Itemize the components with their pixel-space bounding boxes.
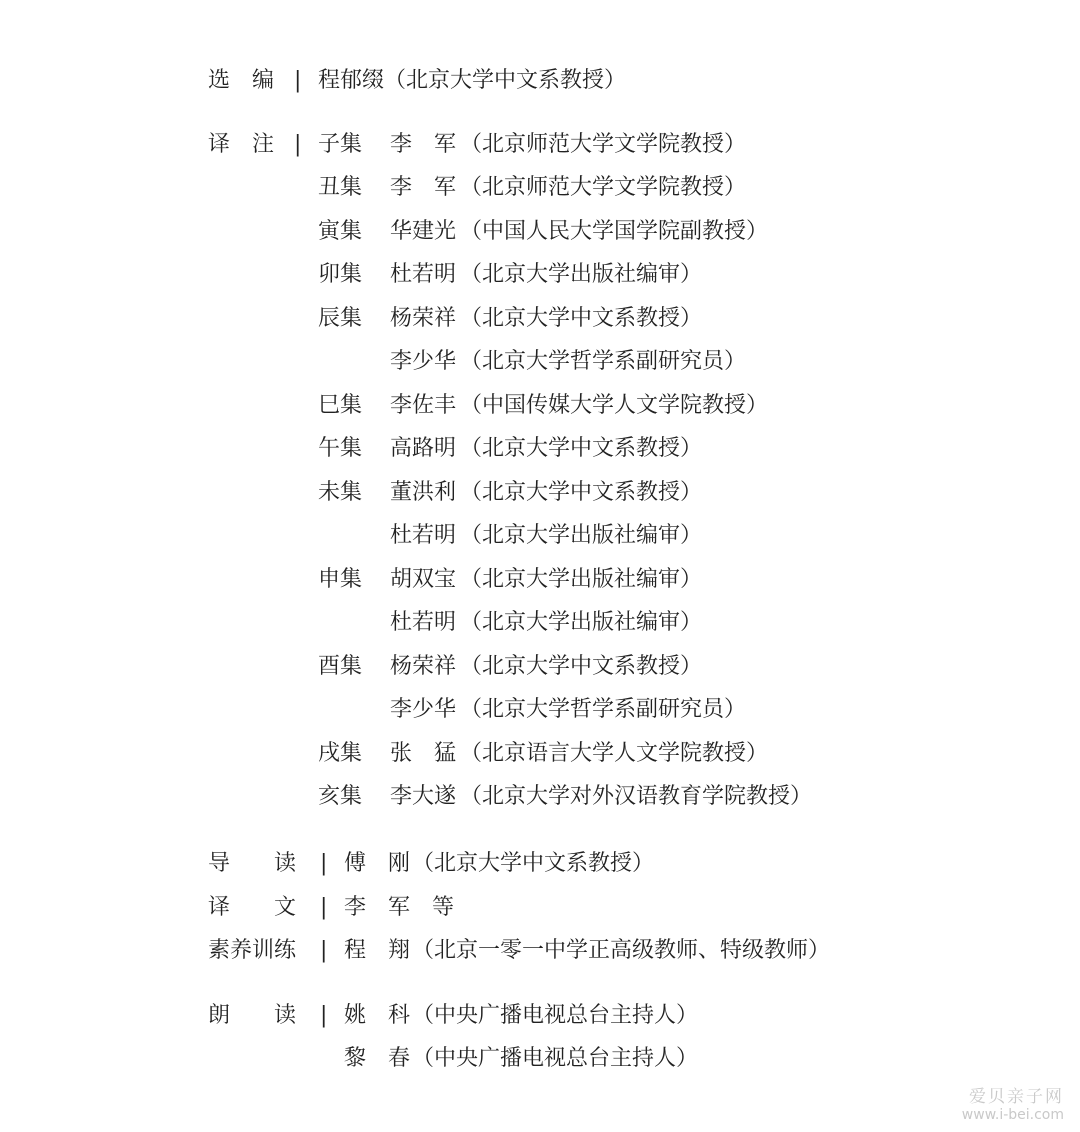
training-affiliation: （北京一零一中学正高级教师、特级教师） [412, 938, 831, 963]
translator-name: 杨荣祥 [390, 654, 457, 679]
translator-name: 李少华 [390, 349, 457, 374]
volume-label: 子集 [318, 132, 363, 157]
translator-name: 杜若明 [390, 610, 457, 635]
translator-affiliation: （北京大学中文系教授） [460, 436, 703, 461]
translator-affiliation: （北京大学哲学系副研究员） [460, 349, 747, 374]
translator-name: 李 军 [390, 132, 457, 157]
guide-separator: | [320, 851, 328, 876]
translator-name: 华建光 [390, 219, 457, 244]
translator-name: 李少华 [390, 697, 457, 722]
volume-label: 卯集 [318, 262, 363, 287]
translator-affiliation: （中国传媒大学人文学院教授） [460, 393, 769, 418]
translator-name: 董洪利 [390, 480, 457, 505]
training-name: 程 翔 [344, 938, 411, 963]
translator-name: 高路明 [390, 436, 457, 461]
translator-name: 张 猛 [390, 741, 457, 766]
annotation-label: 译 注 [208, 132, 275, 157]
translator-name: 李佐丰 [390, 393, 457, 418]
volume-label: 酉集 [318, 654, 363, 679]
guide-name: 傅 刚 [344, 851, 411, 876]
reading-label: 朗 读 [208, 1003, 297, 1028]
volume-label: 未集 [318, 480, 363, 505]
volume-label: 亥集 [318, 784, 363, 809]
volume-label: 寅集 [318, 219, 363, 244]
volume-label: 戌集 [318, 741, 363, 766]
translator-affiliation: （北京大学哲学系副研究员） [460, 697, 747, 722]
translation-separator: | [320, 895, 328, 920]
watermark-url: www.i-bei.com [961, 1107, 1064, 1123]
training-separator: | [320, 938, 328, 963]
annotation-separator: | [294, 132, 302, 157]
translator-affiliation: （北京师范大学文学院教授） [460, 132, 747, 157]
translator-affiliation: （北京大学中文系教授） [460, 480, 703, 505]
translator-name: 李大遂 [390, 784, 457, 809]
reader-affiliation: （中央广播电视总台主持人） [412, 1046, 699, 1071]
translator-affiliation: （北京大学出版社编审） [460, 610, 703, 635]
translator-affiliation: （北京大学对外汉语教育学院教授） [460, 784, 813, 809]
watermark-text: 爱贝亲子网 [969, 1087, 1064, 1107]
translator-affiliation: （中国人民大学国学院副教授） [460, 219, 769, 244]
volume-label: 丑集 [318, 175, 363, 200]
translator-name: 李 军 [390, 175, 457, 200]
translator-name: 杨荣祥 [390, 306, 457, 331]
translation-name: 李 军 等 [344, 895, 455, 920]
translator-affiliation: （北京大学出版社编审） [460, 567, 703, 592]
guide-label: 导 读 [208, 851, 297, 876]
volume-label: 巳集 [318, 393, 363, 418]
volume-label: 辰集 [318, 306, 363, 331]
translator-affiliation: （北京大学出版社编审） [460, 262, 703, 287]
translator-affiliation: （北京师范大学文学院教授） [460, 175, 747, 200]
training-label: 素养训练 [208, 938, 297, 963]
translator-name: 杜若明 [390, 523, 457, 548]
volume-label: 申集 [318, 567, 363, 592]
reader-affiliation: （中央广播电视总台主持人） [412, 1003, 699, 1028]
translation-label: 译 文 [208, 895, 297, 920]
volume-label: 午集 [318, 436, 363, 461]
reader-name: 黎 春 [344, 1046, 411, 1071]
translator-affiliation: （北京语言大学人文学院教授） [460, 741, 769, 766]
translator-affiliation: （北京大学中文系教授） [460, 306, 703, 331]
translator-affiliation: （北京大学出版社编审） [460, 523, 703, 548]
reading-separator: | [320, 1003, 328, 1028]
editor-separator: | [294, 68, 302, 93]
translator-name: 杜若明 [390, 262, 457, 287]
editor-name: 程郁缀 [318, 68, 385, 93]
guide-affiliation: （北京大学中文系教授） [412, 851, 655, 876]
translator-affiliation: （北京大学中文系教授） [460, 654, 703, 679]
translator-name: 胡双宝 [390, 567, 457, 592]
reader-name: 姚 科 [344, 1003, 411, 1028]
editor-label: 选 编 [208, 68, 275, 93]
watermark [962, 1088, 1064, 1124]
editor-affiliation: （北京大学中文系教授） [384, 68, 627, 93]
